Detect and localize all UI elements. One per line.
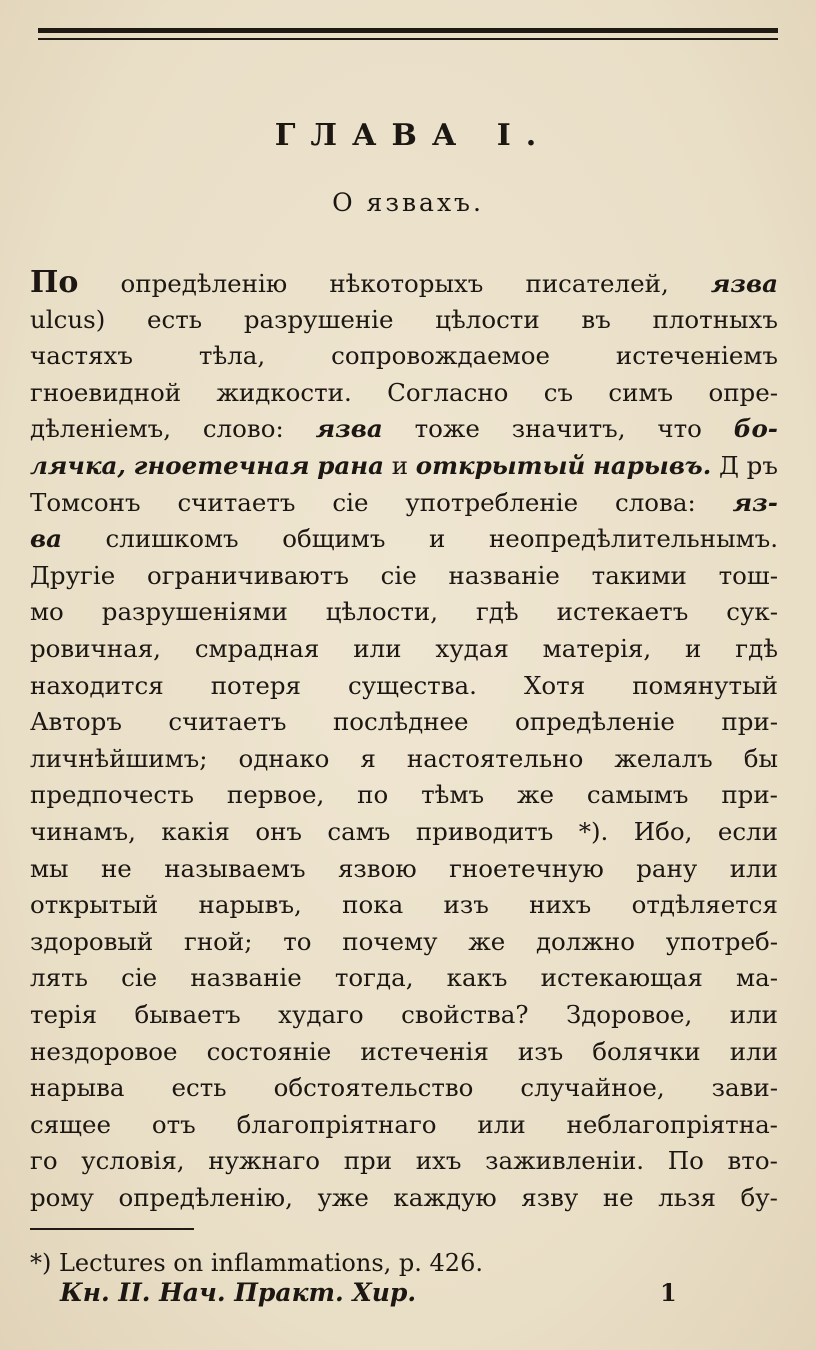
word: цѣлости [435,305,540,334]
word: отдѣляется [631,890,778,919]
word: симъ [608,378,674,407]
text-line [30,925,778,959]
italic-word: рана [317,451,384,480]
text-line [30,449,778,483]
word: дѣленіемъ, [30,414,172,443]
word: если [717,817,778,846]
word: сіе [121,963,158,992]
word: потеря [210,671,301,700]
word: ръ [746,451,778,480]
word: изъ [443,890,489,919]
word: мо [30,597,64,626]
word: то [283,927,312,956]
word: истеченія [360,1037,489,1066]
word: нихъ [529,890,592,919]
word: или [729,1000,778,1029]
word: предпочесть [30,780,194,809]
text-line [30,595,778,629]
word: существа. [348,671,477,700]
word: го [30,1146,58,1175]
word: гноетечную [449,854,604,883]
word: благопріятнаго [236,1110,437,1139]
word: разрушеніями [101,597,288,626]
word: бы [743,744,778,773]
word: какъ [446,963,508,992]
word: Авторъ [30,707,122,736]
word: гдѣ [475,597,519,626]
word: открытый [30,890,159,919]
text-line [30,522,778,556]
text-line [30,266,778,300]
word: почему [342,927,438,956]
word: есть [146,305,203,334]
word: нужнаго [208,1146,321,1175]
word: при- [721,780,778,809]
word: сук- [726,597,778,626]
word: рому [30,1183,94,1212]
word: при [343,1146,393,1175]
text-line [30,339,778,373]
word: чинамъ, [30,817,136,846]
word: что [657,414,702,443]
printer-signature: Кн. II. Нач. Практ. Хир. [60,1278,417,1307]
word: язвою [337,854,417,883]
word: мы [30,854,69,883]
text-line [30,1181,778,1215]
word: бу- [740,1183,778,1212]
word: ulcus) [30,305,106,334]
word: гной; [183,927,253,956]
word: первое, [226,780,325,809]
word: онъ [255,817,302,846]
text-line [30,852,778,886]
word: По [30,265,79,300]
word: тогда, [334,963,414,992]
word: Согласно [387,378,509,407]
word: нездоровое [30,1037,178,1066]
text-line [30,559,778,593]
word: и [685,634,702,663]
word: уже [317,1183,369,1212]
italic-word: нарывъ. [593,451,712,480]
word: случайное, [520,1073,665,1102]
word: я [360,744,376,773]
word: заживленіи. [485,1146,645,1175]
text-line [30,998,778,1032]
word: язву [521,1183,579,1212]
word: Другіе [30,561,116,590]
word: гдѣ [735,634,778,663]
word: разрушеніе [243,305,394,334]
word: слово: [202,414,284,443]
word: изъ [517,1037,564,1066]
word: сящее [30,1110,111,1139]
italic-word: яз- [732,488,778,517]
word: ровичная, [30,634,161,663]
word: Д [719,451,739,480]
footnote-rule [30,1228,194,1230]
italic-word: бо- [733,414,778,443]
word: есть [171,1073,227,1102]
word: не [602,1183,634,1212]
word: гноевидной [30,378,182,407]
text-line [30,888,778,922]
word: сіе [380,561,417,590]
word: худаго [278,1000,364,1029]
word: худая [435,634,509,663]
text-line [30,815,778,849]
word: свойства? [401,1000,529,1029]
word: названіе [190,963,302,992]
word: терія [30,1000,98,1029]
section-title: О язвахъ. [332,188,484,217]
word: тоже [414,414,480,443]
word: сопровождаемое [331,341,550,370]
word: или [353,634,402,663]
text-line [30,303,778,337]
word: неблагопріятна- [566,1110,778,1139]
word: ограничиваютъ [146,561,349,590]
word: же [468,927,506,956]
word: *). [578,817,609,846]
word: жидкости. [216,378,352,407]
word: пока [342,890,404,919]
word: болячки [592,1037,701,1066]
word: или [729,1037,778,1066]
word: Здоровое, [565,1000,693,1029]
word: считаетъ [177,488,296,517]
word: льзя [658,1183,716,1212]
word: общимъ [282,524,386,553]
text-line [30,1035,778,1069]
word: Ибо, [633,817,693,846]
word: матерія, [542,634,652,663]
word: опредѣленію, [118,1183,293,1212]
word: и [391,451,409,480]
word: желалъ [614,744,713,773]
word: тѣла, [198,341,266,370]
word: значитъ, [511,414,626,443]
word: личнѣйшимъ; [30,744,208,773]
text-line [30,376,778,410]
word: ихъ [415,1146,462,1175]
word: самымъ [586,780,689,809]
word: бываетъ [134,1000,241,1029]
word: считаетъ [168,707,287,736]
word: самъ [327,817,391,846]
text-line [30,1144,778,1178]
word: нарыва [30,1073,125,1102]
chapter-title: ГЛАВА I. [274,118,552,153]
word: приводитъ [415,817,554,846]
word: съ [543,378,574,407]
italic-word: язва [315,414,383,443]
word: состояніе [206,1037,332,1066]
word: истекающая [540,963,703,992]
word: истеченіемъ [615,341,778,370]
word: или [729,854,778,883]
text-line [30,669,778,703]
word: сіе [332,488,369,517]
word: какія [161,817,230,846]
word: истекаетъ [556,597,689,626]
text-line [30,961,778,995]
word: смрадная [194,634,320,663]
word: Хотя [523,671,586,700]
word: опре- [708,378,778,407]
footnote: *) Lectures on inflammations, p. 426. [30,1249,483,1277]
text-line [30,1071,778,1105]
italic-word: гноетечная [133,451,310,480]
word: лять [30,963,88,992]
word: употребленіе [405,488,579,517]
word: при- [721,707,778,736]
word: ма- [736,963,778,992]
word: плотныхъ [652,305,778,334]
word: обстоятельство [273,1073,474,1102]
word: и [429,524,446,553]
word: каждую [393,1183,497,1212]
top-rule [38,28,778,40]
word: употреб- [665,927,778,956]
word: не [100,854,132,883]
word: въ [581,305,611,334]
word: настоятельно [406,744,584,773]
text-line [30,1108,778,1142]
italic-word: язва [710,269,778,298]
word: опредѣленіе [515,707,675,736]
word: неопредѣлительнымъ. [488,524,778,553]
word: тѣмъ [421,780,485,809]
text-line [30,742,778,776]
signature-mark: 1 [660,1278,677,1307]
word: называемъ [164,854,306,883]
word: условія, [81,1146,185,1175]
word: такими [591,561,687,590]
text-line [30,486,778,520]
word: помянутый [632,671,778,700]
word: должно [535,927,635,956]
word: цѣлости, [325,597,439,626]
word: находится [30,671,164,700]
word: нарывъ, [198,890,302,919]
word: послѣднее [332,707,469,736]
text-line [30,632,778,666]
word: нѣкоторыхъ [329,269,484,298]
word: вто- [727,1146,778,1175]
text-line [30,705,778,739]
word: частяхъ [30,341,133,370]
text-line [30,412,778,446]
italic-word: лячка, [30,451,126,480]
word: писателей, [525,269,669,298]
word: по [357,780,389,809]
word: названіе [448,561,560,590]
word: отъ [151,1110,196,1139]
word: рану [636,854,698,883]
word: слова: [615,488,696,517]
word: тош- [718,561,778,590]
italic-word: ва [30,524,62,553]
word: слишкомъ [105,524,239,553]
word: опредѣленію [120,269,288,298]
word: зави- [711,1073,778,1102]
word: Томсонъ [30,488,141,517]
word: здоровый [30,927,154,956]
word: По [667,1146,704,1175]
word: однако [238,744,330,773]
italic-word: открытый [415,451,586,480]
text-line [30,778,778,812]
word: или [477,1110,526,1139]
word: же [516,780,555,809]
